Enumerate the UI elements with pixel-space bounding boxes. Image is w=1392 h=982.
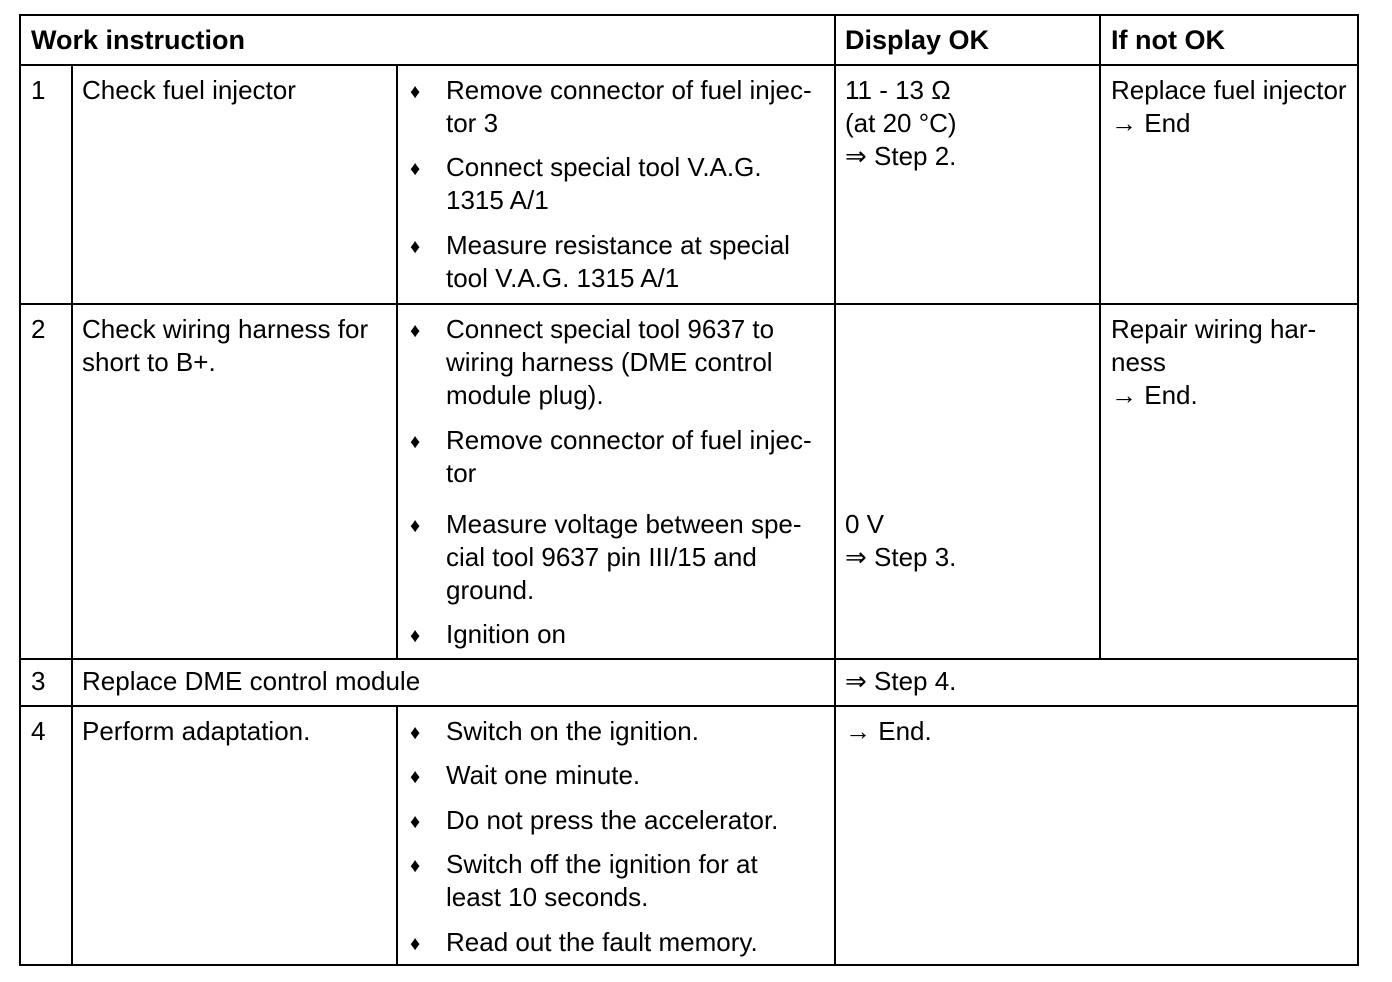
row4-number: 4 xyxy=(31,716,46,746)
row2-step3-line3: ground. xyxy=(446,575,535,605)
notok-col-line xyxy=(1099,16,1101,659)
row1-display-ok-line1: 11 - 13 Ω xyxy=(845,75,951,105)
row2-step3-line1: Measure voltage between spe- xyxy=(446,509,802,539)
row3-divider xyxy=(21,705,1357,707)
bullet-icon: ♦ xyxy=(410,158,421,180)
row3-task: Replace DME control module xyxy=(82,666,421,696)
bullet-icon: ♦ xyxy=(410,722,421,744)
row2-if-not-ok-line1: Repair wiring har- xyxy=(1111,314,1317,344)
row2-display-ok-line1: 0 V xyxy=(845,509,885,539)
row2-step1-line2: wiring harness (DME control xyxy=(446,347,773,377)
row1-if-not-ok-line1: Replace fuel injector xyxy=(1111,75,1347,105)
row1-step3-line2: tool V.A.G. 1315 A/1 xyxy=(446,263,680,293)
row1-step2-line2: 1315 A/1 xyxy=(446,185,549,215)
row1-if-not-ok-line2: → End xyxy=(1111,108,1191,138)
row2-step1-line1: Connect special tool 9637 to xyxy=(446,314,775,344)
bullet-icon: ♦ xyxy=(410,766,421,788)
row1-divider xyxy=(21,303,1357,305)
bullet-icon: ♦ xyxy=(410,320,421,342)
bullet-icon: ♦ xyxy=(410,431,421,453)
bullet-icon: ♦ xyxy=(410,81,421,103)
row1-step2-line1: Connect special tool V.A.G. xyxy=(446,152,762,182)
bullet-icon: ♦ xyxy=(410,855,421,877)
header-display-ok: Display OK xyxy=(845,25,990,55)
bullet-icon: ♦ xyxy=(410,933,421,955)
num-col-line xyxy=(71,65,73,966)
row2-number: 2 xyxy=(31,314,46,344)
row1-task: Check fuel injector xyxy=(82,75,296,105)
row2-divider xyxy=(21,658,1357,660)
row1-step3-line1: Measure resistance at special xyxy=(446,230,790,260)
row2-task-line2: short to B+. xyxy=(82,347,216,377)
row1-step1-line2: tor 3 xyxy=(446,108,499,138)
row2-step4-line1: Ignition on xyxy=(446,619,566,649)
row3-display-ok: ⇒ Step 4. xyxy=(845,666,957,696)
header-divider xyxy=(21,64,1357,66)
header-work-instruction: Work instruction xyxy=(31,25,246,55)
display-col-line xyxy=(834,16,836,966)
row4-step2: Wait one minute. xyxy=(446,760,641,790)
row4-display-ok: → End. xyxy=(845,716,932,746)
row1-number: 1 xyxy=(31,75,46,105)
row4-step3: Do not press the accelerator. xyxy=(446,805,779,835)
row4-task: Perform adaptation. xyxy=(82,716,311,746)
row4-step4-line1: Switch off the ignition for at xyxy=(446,849,758,879)
row2-step3-line2: cial tool 9637 pin III/15 and xyxy=(446,542,757,572)
row2-if-not-ok-line3: → End. xyxy=(1111,380,1198,410)
row2-step2-line2: tor xyxy=(446,458,477,488)
bullet-icon: ♦ xyxy=(410,236,421,258)
row4-step1: Switch on the ignition. xyxy=(446,716,699,746)
task-col-line-b xyxy=(396,706,398,966)
task-col-line-a xyxy=(396,65,398,659)
row2-task-line1: Check wiring harness for xyxy=(82,314,369,344)
row1-step1-line1: Remove connector of fuel injec- xyxy=(446,75,812,105)
row1-display-ok-line2: (at 20 °C) xyxy=(845,108,957,138)
row2-display-ok-line2: ⇒ Step 3. xyxy=(845,542,957,572)
row2-if-not-ok-line2: ness xyxy=(1111,347,1166,377)
row4-step4-line2: least 10 seconds. xyxy=(446,882,649,912)
work-instruction-table xyxy=(19,14,1359,966)
bullet-icon: ♦ xyxy=(410,625,421,647)
bullet-icon: ♦ xyxy=(410,515,421,537)
header-if-not-ok: If not OK xyxy=(1111,25,1225,55)
row2-step2-line1: Remove connector of fuel injec- xyxy=(446,425,812,455)
row4-step5: Read out the fault memory. xyxy=(446,927,758,957)
row2-step1-line3: module plug). xyxy=(446,380,604,410)
bullet-icon: ♦ xyxy=(410,811,421,833)
row1-display-ok-line3: ⇒ Step 2. xyxy=(845,141,957,171)
row3-number: 3 xyxy=(31,666,46,696)
